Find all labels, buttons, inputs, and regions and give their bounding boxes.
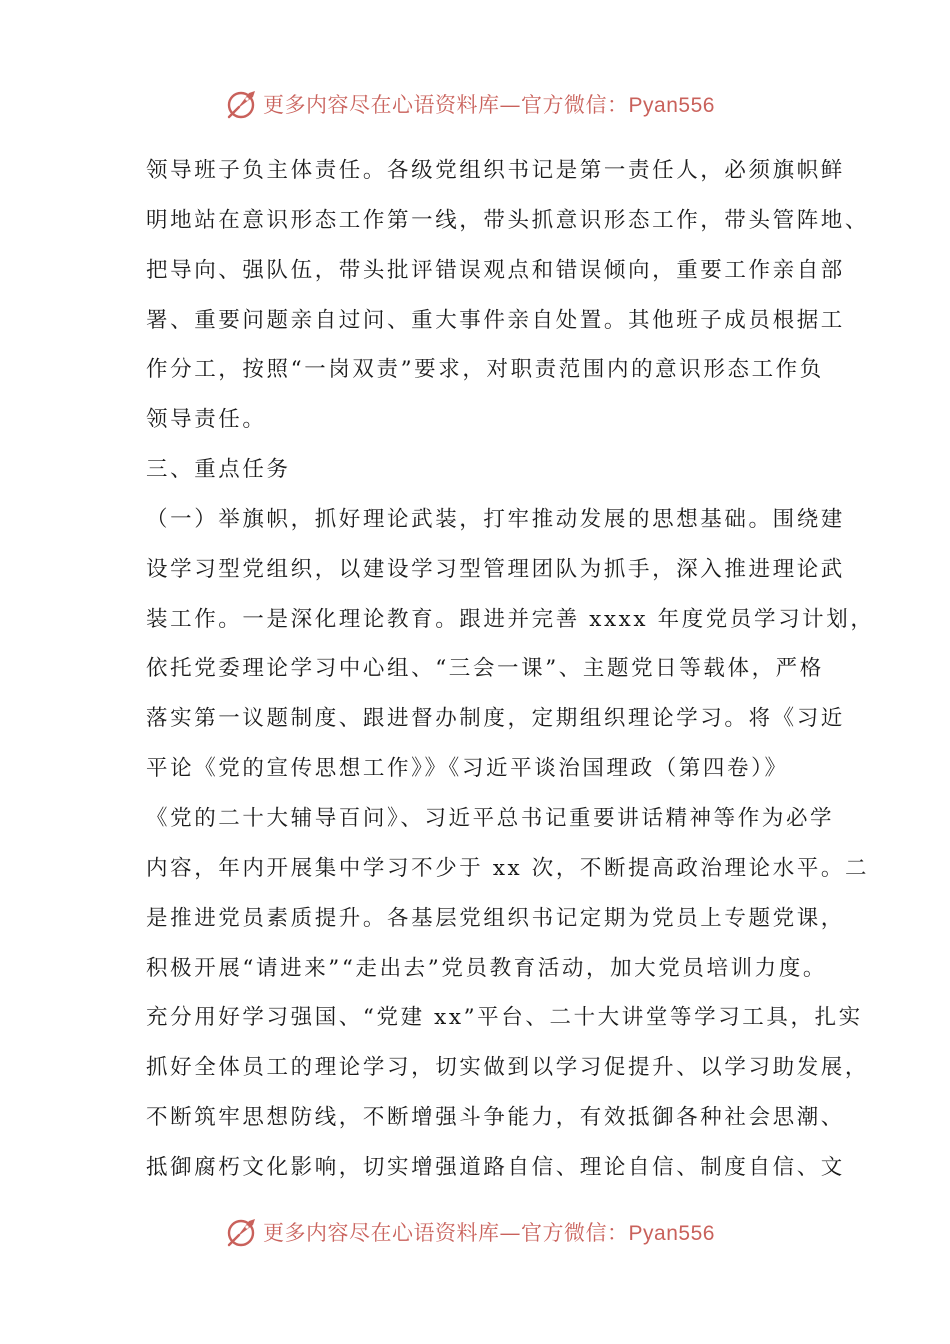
body-line: 是推进党员素质提升。各基层党组织书记定期为党员上专题党课， bbox=[146, 905, 845, 931]
body-line: 明地站在意识形态工作第一线，带头抓意识形态工作，带头管阵地、 bbox=[146, 207, 870, 233]
body-line: 内容，年内开展集中学习不少于 xx 次，不断提高政治理论水平。二 bbox=[146, 855, 870, 881]
banner-wechat-label: 官方微信： bbox=[521, 93, 629, 117]
body-line: 抵御腐朽文化影响，切实增强道路自信、理论自信、制度自信、文 bbox=[146, 1154, 845, 1180]
body-line: 落实第一议题制度、跟进督办制度，定期组织理论学习。将《习近 bbox=[146, 706, 845, 732]
footer-banner-text bbox=[263, 1217, 715, 1247]
banner-wechat-id: Pyan556 bbox=[628, 94, 715, 117]
body-line: 领导责任。 bbox=[146, 407, 267, 433]
header-banner bbox=[0, 84, 950, 124]
body-line: 积极开展“请进来”“走出去”党员教育活动，加大党员培训力度。 bbox=[146, 955, 827, 981]
section-heading: 三、重点任务 bbox=[146, 457, 291, 483]
banner-dash: — bbox=[499, 93, 522, 117]
banner-main-text: 更多内容尽在心语资料库 bbox=[263, 93, 500, 117]
body-line: 充分用好学习强国、“党建 xx”平台、二十大讲堂等学习工具，扎实 bbox=[146, 1005, 863, 1031]
body-line: （一）举旗帜，抓好理论武装，打牢推动发展的思想基础。围绕建 bbox=[146, 506, 845, 532]
banner-dash: — bbox=[499, 1221, 522, 1245]
body-line: 不断筑牢思想防线，不断增强斗争能力，有效抵御各种社会思潮、 bbox=[146, 1105, 845, 1131]
document-body bbox=[146, 146, 875, 1193]
pen-nib-in-circle-icon bbox=[225, 87, 259, 121]
body-line: 装工作。一是深化理论教育。跟进并完善 xxxx 年度党员学习计划， bbox=[146, 606, 875, 632]
body-line: 设学习型党组织，以建设学习型管理团队为抓手，深入推进理论武 bbox=[146, 556, 845, 582]
body-line: 《党的二十大辅导百问》、习近平总书记重要讲话精神等作为必学 bbox=[146, 805, 835, 831]
body-line: 领导班子负主体责任。各级党组织书记是第一责任人，必须旗帜鲜 bbox=[146, 158, 845, 183]
body-line: 把导向、强队伍，带头批评错误观点和错误倾向，重要工作亲自部 bbox=[146, 257, 845, 283]
body-line: 署、重要问题亲自过问、重大事件亲自处置。其他班子成员根据工 bbox=[146, 307, 845, 333]
body-line: 依托党委理论学习中心组、“三会一课”、主题党日等载体，严格 bbox=[146, 656, 824, 682]
pen-nib-in-circle-icon bbox=[225, 1215, 259, 1249]
banner-wechat-id: Pyan556 bbox=[628, 1222, 715, 1245]
body-line: 作分工，按照“一岗双责”要求，对职责范围内的意识形态工作负 bbox=[146, 357, 824, 383]
body-line: 平论《党的宣传思想工作》》《习近平谈治国理政（第四卷）》 bbox=[146, 756, 789, 782]
footer-banner-content bbox=[225, 1215, 715, 1249]
header-banner-text bbox=[263, 89, 715, 119]
body-line: 抓好全体员工的理论学习，切实做到以学习促提升、以学习助发展， bbox=[146, 1055, 870, 1081]
banner-wechat-label: 官方微信： bbox=[521, 1221, 629, 1245]
footer-banner bbox=[0, 1212, 950, 1252]
banner-main-text: 更多内容尽在心语资料库 bbox=[263, 1221, 500, 1245]
header-banner-content bbox=[225, 87, 715, 121]
